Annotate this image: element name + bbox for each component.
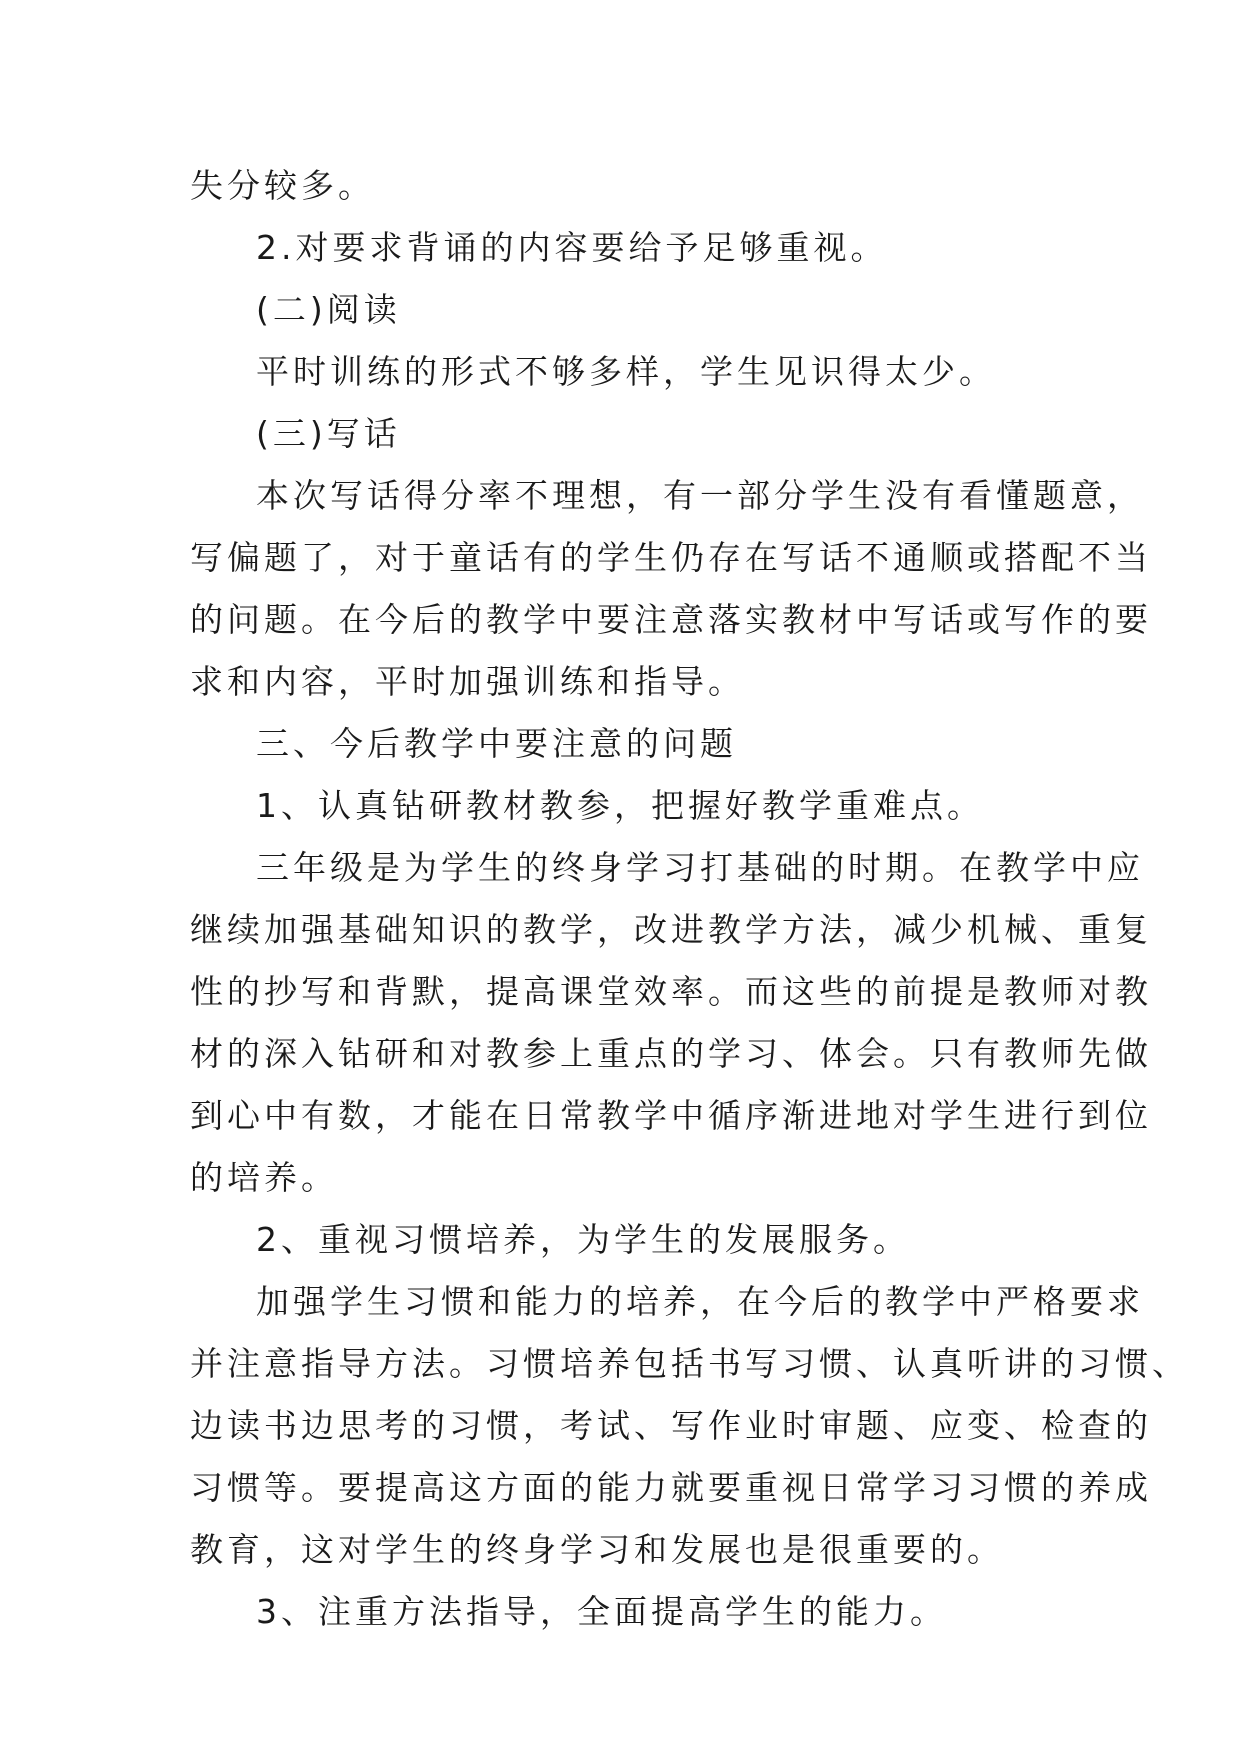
text-line: 写偏题了，对于童话有的学生仍存在写话不通顺或搭配不当 xyxy=(190,538,1152,577)
text-line: 边读书边思考的习惯，考试、写作业时审题、应变、检查的 xyxy=(190,1406,1152,1445)
text-line: 材的深入钻研和对教参上重点的学习、体会。只有教师先做 xyxy=(190,1034,1152,1073)
section-heading: (二)阅读 xyxy=(256,290,401,329)
subsection-heading: 2、重视习惯培养，为学生的发展服务。 xyxy=(256,1220,910,1259)
text-line: 教育，这对学生的终身学习和发展也是很重要的。 xyxy=(190,1530,1004,1569)
subsection-heading: 3、注重方法指导，全面提高学生的能力。 xyxy=(256,1592,947,1631)
text-line: 到心中有数，才能在日常教学中循序渐进地对学生进行到位 xyxy=(190,1096,1152,1135)
text-line: 失分较多。 xyxy=(190,166,375,205)
text-line: 加强学生习惯和能力的培养，在今后的教学中严格要求 xyxy=(256,1282,1144,1321)
section-heading: (三)写话 xyxy=(256,414,401,453)
text-line: 的问题。在今后的教学中要注意落实教材中写话或写作的要 xyxy=(190,600,1152,639)
subsection-heading: 1、认真钻研教材教参，把握好教学重难点。 xyxy=(256,786,984,825)
text-line: 求和内容，平时加强训练和指导。 xyxy=(190,662,745,701)
text-line: 性的抄写和背默，提高课堂效率。而这些的前提是教师对教 xyxy=(190,972,1152,1011)
section-heading: 三、今后教学中要注意的问题 xyxy=(256,724,737,763)
text-line: 继续加强基础知识的教学，改进教学方法，减少机械、重复 xyxy=(190,910,1152,949)
text-line: 本次写话得分率不理想，有一部分学生没有看懂题意， xyxy=(256,476,1144,515)
text-line: 并注意指导方法。习惯培养包括书写习惯、认真听讲的习惯、 xyxy=(190,1344,1189,1383)
text-line: 习惯等。要提高这方面的能力就要重视日常学习习惯的养成 xyxy=(190,1468,1152,1507)
document-body xyxy=(190,155,1189,1643)
text-line: 平时训练的形式不够多样，学生见识得太少。 xyxy=(256,352,996,391)
text-line: 2.对要求背诵的内容要给予足够重视。 xyxy=(256,228,888,267)
text-line: 三年级是为学生的终身学习打基础的时期。在教学中应 xyxy=(256,848,1144,887)
text-line: 的培养。 xyxy=(190,1158,338,1197)
